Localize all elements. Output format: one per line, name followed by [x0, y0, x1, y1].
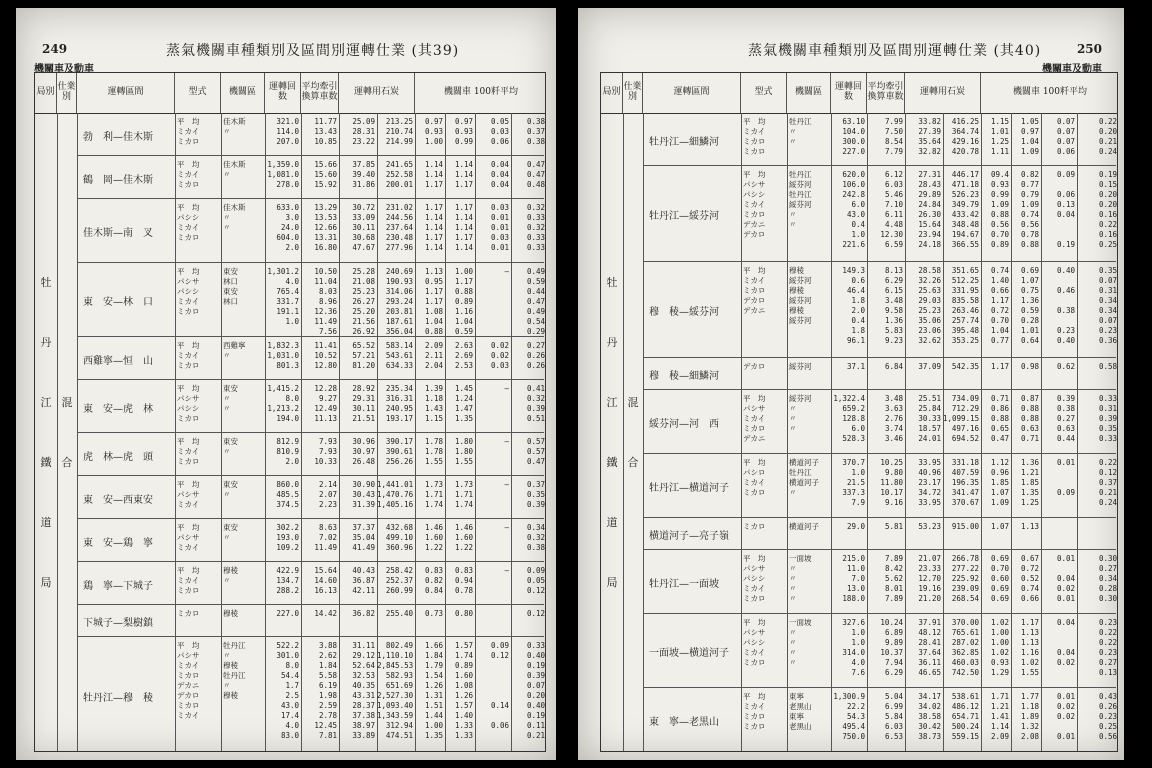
- bureau-char: 江: [40, 396, 52, 409]
- cell-c2: 2.14 2.07 2.23: [318, 480, 337, 509]
- cell-c3: 25.51 25.84 30.33 18.57 24.01: [918, 394, 941, 443]
- cell-c3: 28.58 32.26 25.63 29.03 25.23 35.06 23.06 32.62: [918, 266, 941, 345]
- cell-c6: 0.67 0.72 0.52 0.74 0.66: [1020, 554, 1039, 603]
- cell-models: ミカロ: [177, 609, 200, 618]
- bureau-char: 牡: [40, 276, 52, 289]
- section-label: 鶏 寧—下城子: [83, 580, 153, 592]
- type-char: 混: [61, 396, 73, 409]
- bureau-char: 局: [40, 576, 52, 589]
- header-model: 型式: [741, 73, 787, 113]
- page-number: 250: [1076, 42, 1102, 56]
- cell-c7: 0.03 0.01 0.01 0.03 0.01: [490, 203, 509, 252]
- header-type: 仕業別: [623, 73, 643, 113]
- cell-c4: 370.00 765.61 287.02 362.85 460.03 742.50: [951, 618, 979, 677]
- cell-c1: 633.0 3.0 24.0 604.0 2.0: [276, 203, 299, 252]
- cell-c4: 734.09 712.29 1,099.15 497.16 694.52: [943, 394, 979, 443]
- cell-c7: —: [504, 267, 509, 276]
- page-title: 蒸氣機關車種類別及區間別運轉仕業 (其39): [166, 43, 460, 59]
- header-oil: 機關車 100粁平均: [443, 87, 519, 98]
- cell-c6: 1.80 1.80 1.55: [454, 437, 473, 466]
- cell-c2: 7.89 8.42 5.62 8.01 7.89: [884, 554, 903, 603]
- cell-models: 平 均 ミカイ ミカロ デカロ デカニ: [743, 266, 766, 315]
- cell-c2: 8.13 6.29 6.15 3.48 9.58 1.36 5.83 9.23: [884, 266, 903, 345]
- bureau-char: 道: [606, 516, 618, 529]
- cell-c2: 14.42: [314, 609, 337, 618]
- header-depot: 機關區: [221, 73, 265, 113]
- section-label: 一面坡—横道河子: [649, 648, 729, 659]
- cell-c6: 1.17 1.14 1.14 1.17 1.14: [454, 203, 473, 252]
- type-char: 合: [627, 456, 639, 469]
- page-title: 蒸氣機關車種類別及區間別運轉仕業 (其40): [748, 43, 1042, 59]
- cell-c2: 3.88 2.62 1.84 5.58 6.19 1.98 2.59 2.78 12.45 7.81: [314, 641, 337, 740]
- cell-c6: 1.36 1.21 1.85 1.35 1.25: [1020, 458, 1039, 507]
- type-column: [623, 113, 643, 751]
- cell-c2: 15.66 15.60 15.92: [314, 160, 337, 189]
- table-header: [35, 73, 545, 114]
- left-page: [16, 8, 556, 760]
- cell-c2: 3.48 3.63 2.76 3.74 3.46: [884, 394, 903, 443]
- section-label: 牡丹江—横道河子: [649, 483, 729, 494]
- cell-c6: 1.45 1.24 1.47 1.35: [454, 384, 473, 423]
- cell-c7: —: [504, 480, 509, 489]
- cell-c7: 0.01 0.02 0.02 0.01: [1056, 692, 1075, 741]
- cell-c3: 33.95 40.96 23.17 34.72 33.95: [918, 458, 941, 507]
- cell-c6: 0.97 0.93 0.99: [454, 117, 473, 146]
- cell-depot: 牡丹江 〃 〃: [789, 117, 812, 146]
- cell-c7: 0.09 0.06 0.13 0.04 0.19: [1056, 170, 1075, 249]
- cell-models: 平 均 ミカイ ミカロ: [177, 341, 200, 370]
- cell-c3: 30.90 30.43 31.39: [352, 480, 375, 509]
- type-char: 混: [627, 396, 639, 409]
- section-label: 牡丹江—細鱗河: [649, 136, 719, 148]
- column-rule: [57, 113, 58, 751]
- cell-c5: 1.14 1.14 1.17: [424, 160, 443, 189]
- bureau-char: 丹: [606, 336, 618, 349]
- cell-c2: 8.63 7.02 11.49: [314, 523, 337, 552]
- cell-depot: 一面坡 〃 〃 〃 〃: [789, 554, 812, 603]
- cell-c2: 6.12 6.03 5.46 7.10 6.11 4.48 12.30 6.59: [880, 170, 903, 249]
- cell-c1: 227.0: [276, 609, 299, 618]
- cell-models: 平 均 パシロ ミカイ ミカロ: [743, 458, 766, 497]
- cell-c8: 0.35 0.07 0.31 0.34 0.34 0.07 0.23 0.36: [1098, 266, 1117, 345]
- cell-c7: 0.05 0.03 0.06: [490, 117, 509, 146]
- right-page: [578, 8, 1124, 760]
- cell-c8: 0.49 0.59 0.44 0.47 0.49 0.54 0.29: [526, 267, 545, 335]
- cell-c8: 0.47 0.47 0.48: [526, 160, 545, 189]
- cell-c5: 0.69 0.70 0.60 0.69 0.69: [990, 554, 1009, 603]
- cell-c8: 0.37 0.35 0.39: [526, 480, 545, 509]
- cell-c5: 0.74 1.40 0.66 1.17 0.72 0.70 1.04 0.77: [990, 266, 1009, 345]
- cell-c4: 416.25 364.74 429.16 420.78: [951, 117, 979, 156]
- header-load: 運轉用石炭: [905, 73, 981, 113]
- page-number: 249: [42, 42, 68, 56]
- cell-c1: 620.0 106.0 242.8 6.0 43.0 0.4 1.0 221.6: [842, 170, 865, 249]
- cell-c4: 538.61 486.12 654.71 500.24 559.15: [951, 692, 979, 741]
- cell-models: 平 均 パシサ パシシ ミカイ ミカロ: [177, 267, 200, 316]
- header-depot: 機關區: [787, 73, 831, 113]
- section-label: 東 安—鶏 寧: [83, 537, 153, 549]
- cell-c1: 1,301.2 4.0 765.4 331.7 191.1 1.0: [267, 267, 299, 326]
- cell-c3: 28.92 29.31 30.11 21.51: [352, 384, 375, 423]
- bureau-char: 道: [40, 516, 52, 529]
- cell-models: ミカロ: [743, 522, 766, 531]
- cell-c8: 0.22 0.12 0.37 0.21 0.24: [1098, 458, 1117, 507]
- cell-depot: 佳木斯 〃: [223, 117, 246, 136]
- section-label: 東 安—林 口: [83, 297, 153, 308]
- section-label: 鶴 岡—佳木斯: [83, 174, 153, 186]
- cell-c8: 0.33 0.40 0.19 0.39 0.07 0.20 0.40 0.19 0.11 0.21: [526, 641, 545, 740]
- cell-c6: 1.57 1.74 0.89 1.60 1.08 1.26 1.57 1.40 1.33 1.33: [454, 641, 473, 740]
- cell-depot: 横道河子: [789, 522, 819, 531]
- cell-c7: 0.02 0.02 0.03: [490, 341, 509, 370]
- cell-c5: 1.17 1.14 1.14 1.17 1.14: [424, 203, 443, 252]
- bureau-char: 鐵: [606, 456, 618, 469]
- section-label: 勃 利—佳木斯: [83, 131, 153, 143]
- header-section: 運轉區間: [77, 73, 175, 113]
- type-char: 合: [61, 456, 73, 469]
- cell-c2: 6.84: [884, 362, 903, 371]
- cell-depot: 穆稜 〃: [223, 566, 238, 585]
- bureau-char: 局: [606, 576, 618, 589]
- cell-c1: 812.9 810.9 2.0: [276, 437, 299, 466]
- cell-c6: 0.83 0.94 0.78: [454, 566, 473, 595]
- cell-c1: 321.0 114.0 207.0: [276, 117, 299, 146]
- cell-c4: 351.65 512.25 331.95 835.58 263.46 257.74 395.48 353.25: [951, 266, 979, 345]
- cell-c1: 29.0: [846, 522, 865, 531]
- cell-c4: 1,441.01 1,470.76 1,405.16: [377, 480, 413, 509]
- cell-models: 平 均 パシサ パシシ ミカロ: [177, 384, 200, 423]
- cell-c5: 1.13 0.95 1.17 1.17 1.08 1.04 0.88: [424, 267, 443, 335]
- cell-depot: 牡丹江 〃 穆稜 牡丹江 〃 穆稜: [223, 641, 246, 700]
- cell-models: 平 均 ミカイ ミカロ: [177, 160, 200, 189]
- cell-c3: 27.31 28.43 29.89 24.84 26.30 15.64 23.94 24.18: [918, 170, 941, 249]
- cell-c8: 0.38 0.37 0.38: [526, 117, 545, 146]
- cell-c8: 0.41 0.32 0.39 0.51: [526, 384, 545, 423]
- cell-c4: 432.68 499.10 360.96: [385, 523, 413, 552]
- section-label: 牡丹江—穆 稜: [83, 692, 153, 704]
- cell-c8: 0.19 0.15 0.20 0.20 0.16 0.22 0.16 0.25: [1098, 170, 1117, 249]
- cell-c5: 1.15 1.01 1.25 1.11: [990, 117, 1009, 156]
- cell-c6: 0.98: [1020, 362, 1039, 371]
- data-table: [600, 72, 1118, 752]
- cell-c2: 13.29 13.53 12.66 13.31 16.80: [314, 203, 337, 252]
- bureau-column: [601, 113, 623, 751]
- cell-c5: 0.83 0.82 0.84: [424, 566, 443, 595]
- header-avg: 平均牽引換算車数: [867, 73, 905, 113]
- cell-c1: 302.2 193.0 109.2: [276, 523, 299, 552]
- cell-models: 平 均 パシサ ミカイ ミカロ デカニ: [743, 394, 766, 443]
- cell-c8: 0.30 0.27 0.34 0.28 0.30: [1098, 554, 1117, 603]
- section-label: 牡丹江—綏芬河: [649, 211, 719, 222]
- cell-c7: 0.04 0.04 0.04: [490, 160, 509, 189]
- cell-depot: 佳木斯 〃: [223, 160, 246, 179]
- page-subtitle: 機關車及動車: [1042, 64, 1102, 75]
- cell-c6: 1.14 1.14 1.17: [454, 160, 473, 189]
- cell-c3: 30.96 30.97 26.48: [352, 437, 375, 466]
- section-label: 東 寧—老黒山: [649, 717, 719, 728]
- cell-c6: 1.13: [1020, 522, 1039, 531]
- cell-c7: 0.07 0.07 0.07 0.06: [1056, 117, 1075, 156]
- cell-c6: 0.82 0.77 0.79 1.09 0.74 0.56 0.78 0.88: [1020, 170, 1039, 249]
- section-label: 佳木斯—南 叉: [83, 228, 153, 239]
- cell-c6: 1.00 1.17 0.88 0.89 1.16 1.04 0.59: [454, 267, 473, 335]
- cell-c8: 0.34 0.32 0.38: [526, 523, 545, 552]
- cell-models: 平 均 ミカイ ミカロ: [177, 437, 200, 466]
- cell-c7: 0.04 0.04 0.02: [1056, 618, 1075, 667]
- cell-c1: 1,322.4 659.2 128.8 6.0 528.3: [833, 394, 865, 443]
- cell-c2: 7.93 7.93 10.33: [314, 437, 337, 466]
- cell-c5: 1.71 1.21 1.41 1.14 2.09: [990, 692, 1009, 741]
- cell-depot: 西雞寧 〃: [223, 341, 246, 360]
- cell-c7: 0.40 0.46 0.38 0.23 0.40: [1056, 266, 1075, 345]
- cell-c5: 1.66 1.84 1.79 1.54 1.26 1.31 1.51 1.44 1.00 1.35: [424, 641, 443, 740]
- cell-c4: 241.65 252.58 200.01: [385, 160, 413, 189]
- cell-c1: 522.2 301.0 8.0 54.4 1.7 2.5 43.0 17.4 4.0 83.0: [276, 641, 299, 740]
- column-rule: [623, 113, 624, 751]
- cell-c7: —: [504, 384, 509, 393]
- cell-c5: 0.71 0.86 0.88 0.65 0.47: [990, 394, 1009, 443]
- section-label: 横道河子—亮子嶺: [649, 531, 729, 542]
- cell-c2: 10.50 11.04 8.03 8.96 12.36 11.49 7.56: [314, 267, 337, 335]
- table-header: [601, 73, 1117, 114]
- header-section: 運轉區間: [643, 73, 741, 113]
- cell-c1: 215.0 11.0 7.0 13.0 188.0: [842, 554, 865, 603]
- cell-depot: 東安 林口 東安 林口: [223, 267, 238, 306]
- cell-c3: 25.09 28.31 23.22: [352, 117, 375, 146]
- cell-depot: 綏芬河: [789, 362, 812, 371]
- cell-c5: 0.73: [424, 609, 443, 618]
- cell-c1: 327.6 1.0 1.0 314.0 4.0 7.6: [842, 618, 865, 677]
- cell-depot: 佳木斯 〃 〃: [223, 203, 246, 232]
- cell-c5: 1.12 0.96 1.85 1.07 1.09: [990, 458, 1009, 507]
- cell-c8: 0.12: [526, 609, 545, 618]
- cell-c8: 0.57 0.57 0.47: [526, 437, 545, 466]
- cell-models: 平 均 パシサ ミカイ: [177, 480, 200, 509]
- cell-c5: 1.39 1.18 1.43 1.15: [424, 384, 443, 423]
- cell-c8: 0.43 0.26 0.23 0.25 0.56: [1098, 692, 1117, 741]
- cell-c1: 149.3 0.6 46.4 1.8 2.0 0.4 1.8 96.1: [842, 266, 865, 345]
- data-table: [34, 72, 546, 752]
- cell-c1: 1,300.9 22.2 54.3 495.4 750.0: [833, 692, 865, 741]
- cell-c7: —: [504, 437, 509, 446]
- header-load: 運轉用石炭: [339, 73, 415, 113]
- cell-c2: 7.99 7.50 8.54 7.79: [884, 117, 903, 156]
- cell-models: 平 均 ミカイ ミカロ ミカロ: [743, 117, 766, 156]
- cell-depot: 東寧 老黒山 東寧 老黒山: [789, 692, 812, 731]
- cell-c6: 1.46 1.60 1.22: [454, 523, 473, 552]
- cell-c1: 1,832.3 1,031.0 801.3: [267, 341, 299, 370]
- cell-c2: 10.24 6.89 9.89 10.37 7.94 6.29: [880, 618, 903, 677]
- cell-c7: 0.62: [1056, 362, 1075, 371]
- cell-c2: 11.41 10.52 12.80: [314, 341, 337, 370]
- cell-c4: 235.34 316.31 240.95 193.17: [385, 384, 413, 423]
- cell-c5: 2.09 2.11 2.04: [424, 341, 443, 370]
- bureau-column: [35, 113, 57, 751]
- cell-depot: 東安 〃 〃: [223, 384, 238, 413]
- cell-c4: 390.17 390.61 256.26: [385, 437, 413, 466]
- cell-c4: 446.17 471.18 526.23 349.79 433.42 348.48 194.67 366.55: [951, 170, 979, 249]
- header-type: 仕業別: [57, 73, 77, 113]
- cell-models: 平 均 パシサ パシシ ミカイ ミカロ: [743, 554, 766, 603]
- cell-c3: 31.11 29.12 52.64 32.53 40.35 43.31 28.37 37.38 38.97 33.89: [352, 641, 375, 740]
- cell-c2: 15.64 14.60 16.13: [314, 566, 337, 595]
- cell-c4: 255.40: [385, 609, 413, 618]
- section-label: 穆 稜—綏芬河: [649, 307, 719, 318]
- cell-depot: 穆稜: [223, 609, 238, 618]
- cell-depot: 東安 〃: [223, 523, 238, 542]
- page-subtitle: 機關車及動車: [34, 64, 94, 75]
- cell-c6: 2.63 2.69 2.53: [454, 341, 473, 370]
- cell-models: 平 均 パシサ パシシ ミカイ ミカロ: [743, 618, 766, 667]
- cell-depot: 牡丹江 綏芬河 牡丹江 綏芬河 〃 〃: [789, 170, 812, 229]
- header-km: 運轉回数: [831, 73, 867, 113]
- cell-c3: 37.85 39.40 31.86: [352, 160, 375, 189]
- cell-models: 平 均 パシシ ミカイ ミカロ: [177, 203, 200, 242]
- section-label: 西雞寧—恒 山: [83, 355, 153, 367]
- cell-c3: 65.52 57.21 81.20: [352, 341, 375, 370]
- cell-c1: 1,359.0 1,081.0 278.0: [267, 160, 299, 189]
- header-bureau: 局別: [35, 73, 57, 113]
- cell-c3: 21.07 23.33 12.70 19.16 21.20: [918, 554, 941, 603]
- cell-c2: 5.04 6.99 5.84 6.03 6.53: [884, 692, 903, 741]
- cell-c3: 36.82: [352, 609, 375, 618]
- cell-c4: 802.49 1,110.10 2,845.53 582.93 651.69 2,527.30 1,093.40 1,343.59 312.94 474.51: [377, 641, 413, 740]
- cell-c8: 0.27 0.26 0.26: [526, 341, 545, 370]
- cell-c4: 258.42 252.37 260.99: [385, 566, 413, 595]
- cell-c6: 0.69 1.07 0.75 1.36 0.59 0.28 1.01 0.64: [1020, 266, 1039, 345]
- cell-c3: 53.23: [918, 522, 941, 531]
- cell-c7: —: [504, 566, 509, 575]
- cell-depot: 東安 〃: [223, 437, 238, 456]
- cell-c1: 1,415.2 8.0 1,213.2 194.0: [267, 384, 299, 423]
- cell-c5: 1.73 1.71 1.74: [424, 480, 443, 509]
- header-km: 運轉回数: [265, 73, 301, 113]
- cell-c3: 37.37 35.04 41.49: [352, 523, 375, 552]
- cell-c6: 0.87 0.88 0.88 0.63 0.71: [1020, 394, 1039, 443]
- cell-c3: 37.09: [918, 362, 941, 371]
- cell-c8: 0.23 0.22 0.22 0.23 0.27 0.13: [1098, 618, 1117, 677]
- cell-c6: 1.17 1.13 1.13 1.16 1.02 1.55: [1020, 618, 1039, 677]
- cell-c5: 1.78 1.78 1.55: [424, 437, 443, 466]
- cell-c8: 0.33 0.31 0.39 0.35 0.33: [1098, 394, 1117, 443]
- bureau-char: 鐵: [40, 456, 52, 469]
- cell-models: 平 均 パシサ パシシ ミカイ ミカロ デカニ デカロ: [743, 170, 766, 239]
- cell-c4: 331.18 407.59 196.35 341.47 370.67: [951, 458, 979, 507]
- cell-c6: 1.05 0.97 1.04 1.09: [1020, 117, 1039, 156]
- cell-c4: 266.78 277.22 225.92 239.09 268.54: [951, 554, 979, 603]
- cell-c1: 860.0 485.5 374.5: [276, 480, 299, 509]
- cell-c8: 0.09 0.05 0.12: [526, 566, 545, 595]
- cell-c5: 09.4 0.93 0.99 1.09 0.88 0.56 0.70 0.89: [990, 170, 1009, 249]
- cell-c2: 11.77 13.43 10.85: [314, 117, 337, 146]
- cell-c7: 0.39 0.38 0.27 0.63 0.44: [1056, 394, 1075, 443]
- cell-c3: 40.43 36.87 42.11: [352, 566, 375, 595]
- cell-c7: 0.09 0.12 0.14 0.06: [490, 641, 509, 730]
- cell-c2: 5.81: [884, 522, 903, 531]
- cell-depot: 東安 〃: [223, 480, 238, 499]
- cell-models: 平 均 ミカイ ミカロ: [177, 117, 200, 146]
- cell-models: 平 均 パシサ ミカイ: [177, 523, 200, 552]
- cell-c5: 1.17: [990, 362, 1009, 371]
- header-oil: 機關車 100粁平均: [1012, 87, 1088, 98]
- cell-models: 平 均 パシサ ミカイ ミカロ デカニ デカロ ミカロ ミカイ: [177, 641, 200, 720]
- cell-c6: 1.73 1.71 1.74: [454, 480, 473, 509]
- cell-c4: 240.69 190.93 314.06 293.24 203.81 187.61 356.04: [385, 267, 413, 335]
- cell-c4: 915.00: [951, 522, 979, 531]
- cell-c6: 0.80: [454, 609, 473, 618]
- cell-c4: 542.35: [951, 362, 979, 371]
- cell-depot: 一面坡 〃 〃 〃 〃: [789, 618, 812, 667]
- cell-c6: 1.77 1.18 1.89 1.32 2.08: [1020, 692, 1039, 741]
- cell-c8: 0.22 0.20 0.21 0.24: [1098, 117, 1117, 156]
- cell-c5: 0.97 0.93 1.00: [424, 117, 443, 146]
- cell-c7: 0.01 0.09: [1056, 458, 1075, 497]
- section-label: 東 安—虎 林: [83, 403, 153, 415]
- cell-c3: 33.82 27.39 35.64 32.82: [918, 117, 941, 156]
- section-label: 穆 稜—細鱗河: [649, 371, 719, 382]
- header-model: 型式: [175, 73, 221, 113]
- cell-c7: 0.01 0.04 0.02 0.01: [1056, 554, 1075, 603]
- cell-c3: 30.72 33.09 30.11 30.68 47.67: [352, 203, 375, 252]
- section-label: 綏芬河—河 西: [649, 419, 719, 430]
- cell-c1: 422.9 134.7 288.2: [276, 566, 299, 595]
- cell-c4: 231.02 244.56 237.64 230.48 277.96: [385, 203, 413, 252]
- cell-c3: 25.28 21.08 25.23 26.27 25.20 21.56 26.92: [352, 267, 375, 335]
- section-label: 下城子—梨樹鎮: [83, 618, 153, 629]
- cell-c3: 34.17 34.02 38.58 30.42 38.73: [918, 692, 941, 741]
- cell-c5: 1.07: [990, 522, 1009, 531]
- cell-c4: 213.25 210.74 214.99: [385, 117, 413, 146]
- cell-depot: 横道河子 牡丹江 横道河子 〃: [789, 458, 819, 497]
- cell-c8: 0.58: [1098, 362, 1117, 371]
- cell-models: 平 均 ミカイ ミカロ ミカロ: [743, 692, 766, 731]
- section-label: 虎 林—虎 頭: [83, 451, 153, 463]
- cell-c1: 370.7 1.0 21.5 337.3 7.9: [842, 458, 865, 507]
- cell-c2: 10.25 9.80 11.80 10.17 9.16: [880, 458, 903, 507]
- section-label: 東 安—西東安: [83, 494, 153, 506]
- type-column: [57, 113, 77, 751]
- bureau-char: 丹: [40, 336, 52, 349]
- cell-c8: 0.32 0.33 0.32 0.33 0.33: [526, 203, 545, 252]
- cell-c2: 12.28 9.27 12.49 11.13: [314, 384, 337, 423]
- cell-depot: 綏芬河 〃 〃 〃: [789, 394, 812, 433]
- cell-c1: 63.10 104.0 300.0 227.0: [842, 117, 865, 156]
- section-label: 牡丹江—一面坡: [649, 579, 719, 590]
- cell-c1: 37.1: [846, 362, 865, 371]
- cell-c3: 37.91 48.12 28.41 37.64 36.11 46.65: [918, 618, 941, 677]
- cell-c4: 583.14 543.61 634.33: [385, 341, 413, 370]
- bureau-char: 牡: [606, 276, 618, 289]
- cell-c5: 1.02 1.00 1.00 1.02 0.93 1.29: [990, 618, 1009, 677]
- cell-depot: 穆稜 綏芬河 穆稜 綏芬河 穆稜 綏芬河: [789, 266, 812, 325]
- cell-models: デカロ: [743, 362, 766, 371]
- header-bureau: 局別: [601, 73, 623, 113]
- bureau-char: 江: [606, 396, 618, 409]
- header-avg: 平均牽引換算車数: [301, 73, 339, 113]
- cell-models: 平 均 ミカイ ミカロ: [177, 566, 200, 595]
- cell-c5: 1.46 1.60 1.22: [424, 523, 443, 552]
- cell-c7: —: [504, 523, 509, 532]
